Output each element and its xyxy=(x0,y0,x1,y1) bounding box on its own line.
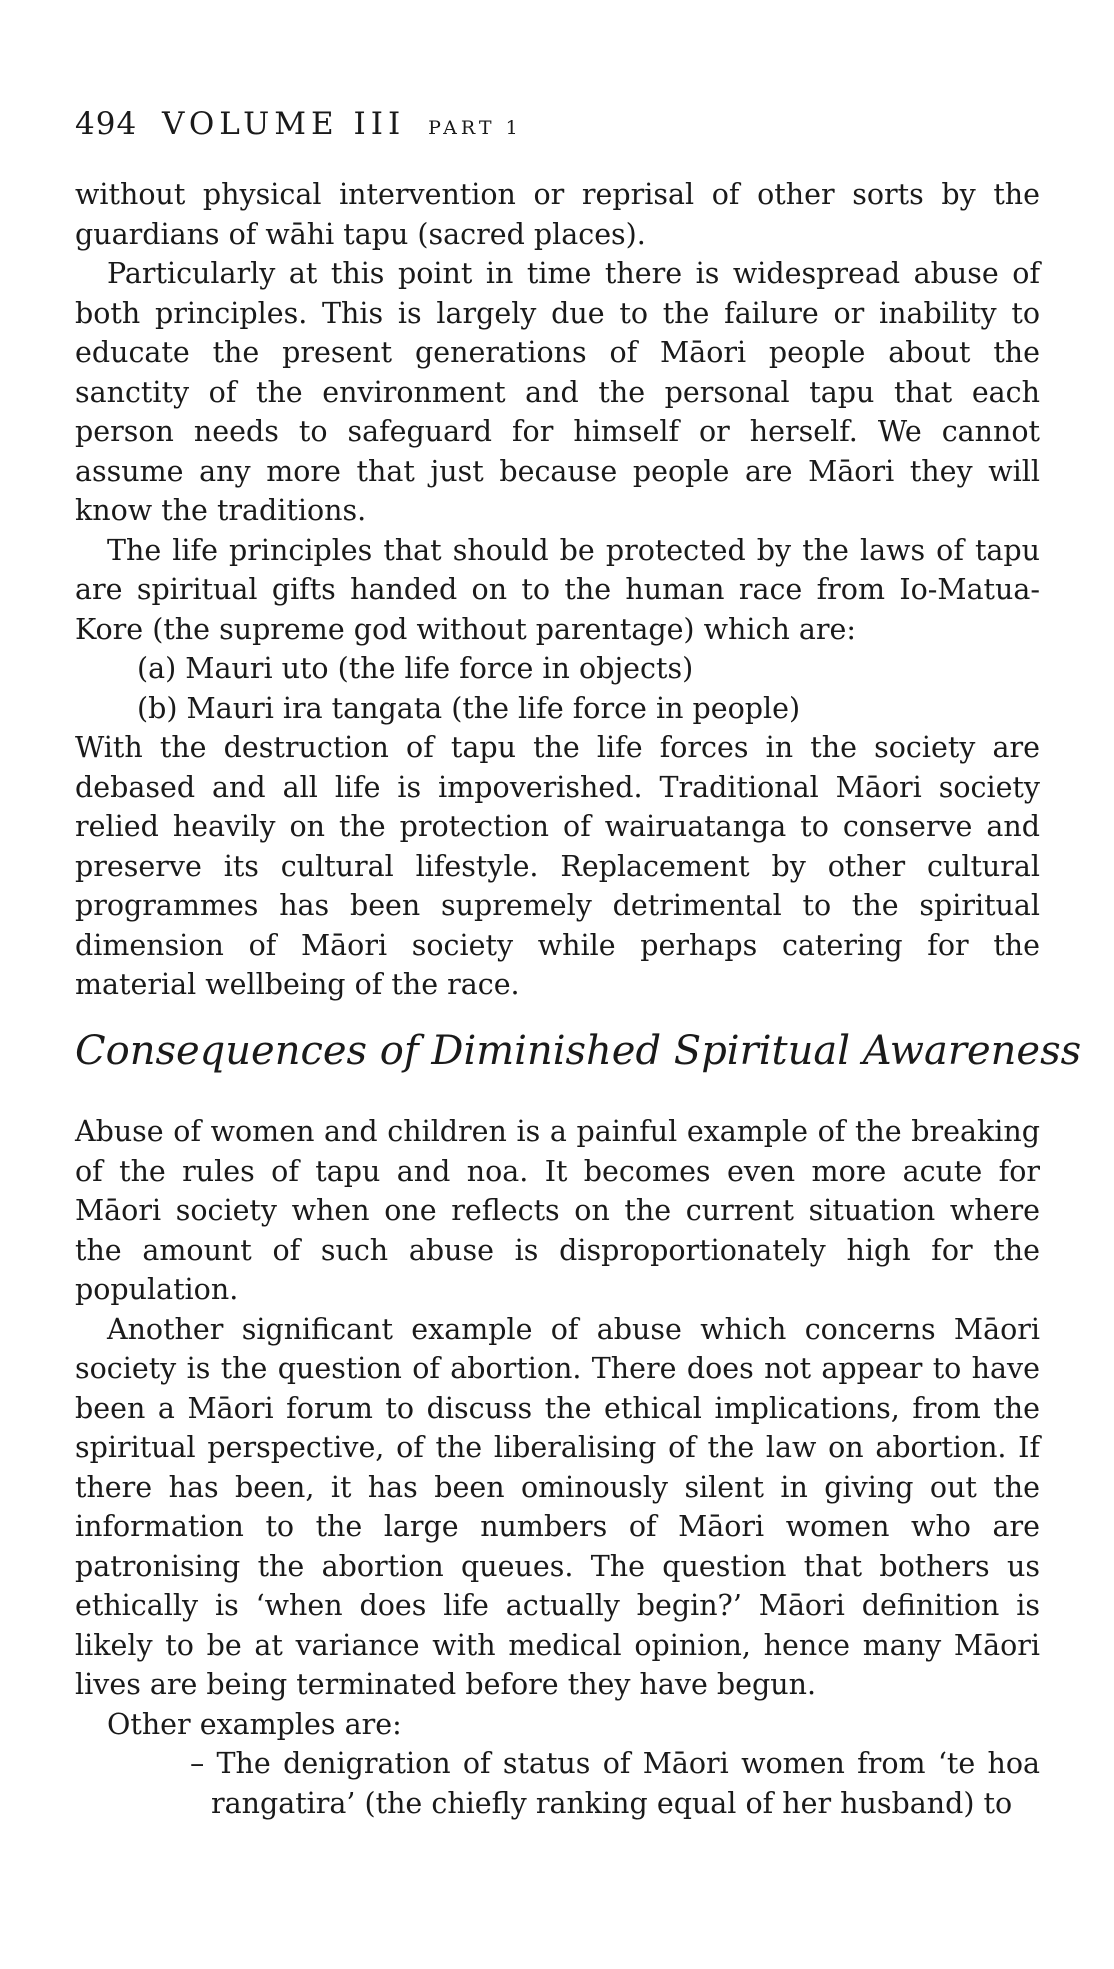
list-item-mauri-ira-tangata: (b) Mauri ira tangata (the life force in people) xyxy=(137,691,801,725)
paragraph-other-examples: Other examples are: xyxy=(107,1707,402,1741)
paragraph-abuse-women-children: Abuse of women and children is a painful example of the breaking of the rules of tapu and noa. It becomes even more acute for Māori society when one reflects on the current situation where the amount of such abuse is disproportionately high for the population. xyxy=(75,1115,1040,1306)
dash-list-item: – The denigration of status of Māori women from ‘te hoa rangatira’ (the chiefly ranking equal of her husband) to xyxy=(190,1747,1040,1820)
list-item-mauri-uto: (a) Mauri uto (the life force in objects) xyxy=(137,652,694,685)
paragraph-abuse-principles: Particularly at this point in time there is widespread abuse of both principles. This is largely due to the failure or inability to educate the present generations of Māori people about the sanctity of the environment and the personal tapu that each person needs to safeguard for himself or herself. We cannot assume any more that just because people are Māori they will know the traditions. xyxy=(75,257,1040,527)
volume-label: VOLUME III xyxy=(162,106,406,142)
paragraph-abortion: Another significant example of abuse which concerns Māori society is the question of abortion. There does not appear to have been a Māori forum to discuss the ethical implications, from the spiritual perspective, of the liberalising of the law on abortion. If there has been, it has been ominously silent in giving out the information to the large numbers of Māori women who are patronising the abortion queues. The question that bothers us ethically is ‘when does life actually begin?’ Māori definition is likely to be at variance with medical opinion, hence many Māori lives are being terminated before they have begun. xyxy=(75,1312,1040,1701)
running-head xyxy=(75,106,522,142)
page-number: 494 xyxy=(75,106,138,142)
text-block-bottom xyxy=(75,1112,1040,1823)
part-label: PART 1 xyxy=(428,117,522,139)
paragraph-life-principles: The life principles that should be protected by the laws of tapu are spiritual gifts handed on to the human race from Io-Matua-Kore (the supreme god without parentage) which are: xyxy=(75,533,1040,646)
text-block-top xyxy=(75,175,1040,1005)
paragraph-continued: without physical intervention or reprisal of other sorts by the guardians of wāhi tapu (sacred places). xyxy=(75,178,1040,251)
paragraph-destruction-of-tapu: With the destruction of tapu the life forces in the society are debased and all life is impoverished. Traditional Māori society relied heavily on the protection of wairuatanga to conserve and preserve its cultural lifestyle. Replacement by other cultural programmes has been supremely detrimental to the spiritual dimension of Māori society while perhaps catering for the material wellbeing of the race. xyxy=(75,731,1040,1001)
section-heading: Consequences of Diminished Spiritual Awareness xyxy=(75,1028,1082,1074)
